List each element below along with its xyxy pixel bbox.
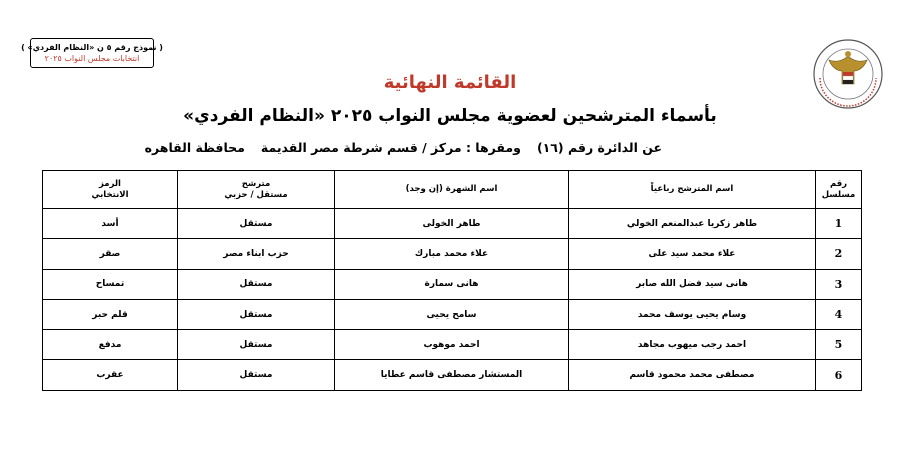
cell-serial: 6 xyxy=(816,360,862,390)
table-row xyxy=(43,360,862,390)
cell-serial: 4 xyxy=(816,299,862,329)
cell-nickname: احمد موهوب xyxy=(335,330,569,360)
table-row xyxy=(43,239,862,269)
cell-symbol: عقرب xyxy=(43,360,178,390)
cell-name: مصطفى محمد محمود قاسم xyxy=(569,360,816,390)
header-serial-line2: مسلسل xyxy=(821,189,856,200)
table-row xyxy=(43,330,862,360)
header-nickname: اسم الشهرة (إن وجد) xyxy=(335,171,569,209)
table-row xyxy=(43,209,862,239)
district-number: عن الدائرة رقم (١٦) xyxy=(536,140,662,155)
cell-symbol: مدفع xyxy=(43,330,178,360)
district-seat: ومقرها : مركز / قسم شرطة مصر القديمة xyxy=(260,140,521,155)
cell-type: حزب ابناء مصر xyxy=(178,239,335,269)
cell-type: مستقل xyxy=(178,360,335,390)
cell-name: علاء محمد سيد على xyxy=(569,239,816,269)
cell-name: طاهر زكريا عبدالمنعم الخولي xyxy=(569,209,816,239)
candidates-table xyxy=(42,170,862,391)
header-symbol-line1: الرمز xyxy=(99,178,121,189)
cell-type: مستقل xyxy=(178,209,335,239)
cell-symbol: تمساح xyxy=(43,269,178,299)
cell-type: مستقل xyxy=(178,269,335,299)
cell-name: وسام يحيى يوسف محمد xyxy=(569,299,816,329)
form-note-election: انتخابات مجلس النواب ٢٠٢٥ xyxy=(44,54,140,63)
header-type xyxy=(178,171,335,209)
cell-name: احمد رجب ميهوب مجاهد xyxy=(569,330,816,360)
cell-serial: 2 xyxy=(816,239,862,269)
header-type-line2: مستقل / حزبي xyxy=(224,189,288,200)
header-symbol xyxy=(43,171,178,209)
cell-serial: 3 xyxy=(816,269,862,299)
header-name: اسم المترشح رباعياً xyxy=(569,171,816,209)
cell-nickname: علاء محمد مبارك xyxy=(335,239,569,269)
cell-nickname: المستشار مصطفى قاسم عطايا xyxy=(335,360,569,390)
cell-symbol: صقر xyxy=(43,239,178,269)
cell-symbol: أسد xyxy=(43,209,178,239)
table-header-row xyxy=(43,171,862,209)
form-note-box xyxy=(21,38,163,68)
cell-symbol: قلم حبر xyxy=(43,299,178,329)
cell-nickname: هانى سمارة xyxy=(335,269,569,299)
cell-type: مستقل xyxy=(178,330,335,360)
district-info xyxy=(144,140,662,155)
district-governorate: محافظة القاهره xyxy=(144,140,245,155)
table-row xyxy=(43,299,862,329)
cell-serial: 5 xyxy=(816,330,862,360)
cell-serial: 1 xyxy=(816,209,862,239)
header-serial xyxy=(816,171,862,209)
header-type-line1: مترشح xyxy=(241,178,271,189)
header-serial-line1: رقم xyxy=(829,178,848,189)
cell-type: مستقل xyxy=(178,299,335,329)
page-title: القائمة النهائية xyxy=(383,72,517,93)
cell-nickname: طاهر الخولى xyxy=(335,209,569,239)
table-row xyxy=(43,269,862,299)
page-subtitle: بأسماء المترشحين لعضوية مجلس النواب ٢٠٢٥ «النظام الفردي» xyxy=(183,106,717,126)
cell-name: هانى سيد فضل الله صابر xyxy=(569,269,816,299)
form-note-number: ( نموذج رقم ٥ ن «النظام الفردي» ) xyxy=(21,43,163,52)
header-symbol-line2: الانتخابي xyxy=(91,189,129,200)
cell-nickname: سامح يحيى xyxy=(335,299,569,329)
